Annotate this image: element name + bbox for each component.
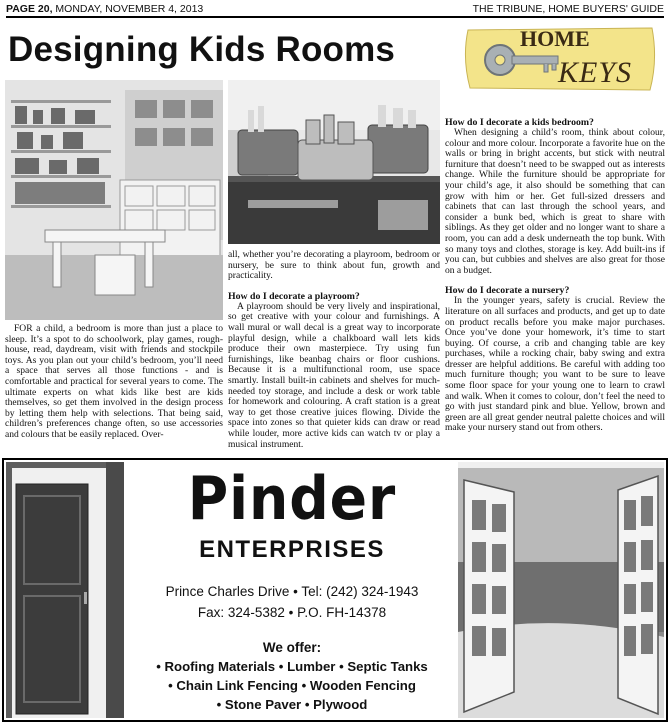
- article-headline: Designing Kids Rooms: [8, 30, 396, 69]
- bedroom-heading: How do I decorate a kids bedroom?: [445, 117, 594, 128]
- ad-offer-line: • Roofing Materials • Lumber • Septic Tanks: [156, 659, 428, 674]
- desk-supplies-photo: [228, 80, 440, 244]
- section-name: THE TRIBUNE, HOME BUYERS' GUIDE: [472, 3, 664, 15]
- nursery-body: In the younger years, safety is crucial. Review the literature on all surfaces and products, and get up to date on product recalls before you make major purchases. Once you’ve done your homework, it’s time to start buying. Of course, a crib and changing table are key purchases, while a rocking chair, baby swing and extra dresser are helpful additions. Be careful with adding too much furniture though; you want to be sure to leave some floor space for your young one to learn to crawl and walk. When it comes to colour, don’t feel the need to go with just standard pink and blue. Yellow, brown and green are all great gender neutral palette choices and will make your nursery stand out from others.: [445, 295, 665, 434]
- bedroom-body: When designing a child’s room, think about colour, colour and more colour. Incorporate a favorite hue on the walls or bring in bright accents, but stick with neutral furniture that doesn’t need to be swapped out as interests change. While the furniture should be appropriate for your child’s age, it also should be something that can grow with him or her. Get full-sized dressers and cabinets that can last through the school years, and consider a bunk bed, which is great to share with siblings. As they get older and no longer want to share a room, you can add a desk underneath the top bunk. With so many toys and clothes, storage is key. Add built-ins if you can, but cubbies and shelves are also great for those on a budget.: [445, 127, 665, 276]
- logo-keys-text: KEYS: [558, 56, 633, 89]
- ad-address-phone: Prince Charles Drive • Tel: (242) 324-1943: [165, 584, 419, 599]
- header-left: [6, 3, 203, 15]
- column-1-body: FOR a child, a bedroom is more than just a place to sleep. It’s a spot to do schoolwork, play games, rough-house, read, daydream, visit with friends and stockpile toys. As you plan out your child’s bedroom, you’ll need a space that serves all those functions - and is comfortable and practical for several years to come. The ultimate experts on what kids like best are kids themselves, so get them involved in the design process by letting them help with selections. That being said, children’s preferences change often, so use accessories and colours that be easily replaced. Over-: [5, 323, 223, 440]
- page-number: PAGE 20,: [6, 3, 53, 15]
- ad-offer-line: • Stone Paver • Plywood: [216, 697, 368, 712]
- page-header: [6, 2, 664, 18]
- ad-subtitle: ENTERPRISES: [199, 536, 385, 563]
- nursery-heading: How do I decorate a nursery?: [445, 285, 570, 297]
- column-2-intro: all, whether you’re decorating a playroom, bedroom or nursery, be sure to think about fun, growth and practicality.: [228, 249, 440, 282]
- door-image-left: [6, 462, 124, 718]
- home-keys-logo: [460, 20, 660, 96]
- ad-offer-heading: We offer:: [262, 640, 322, 655]
- article-column-1: [5, 324, 223, 441]
- ad-fax-po: Fax: 324-5382 • P.O. FH-14378: [197, 605, 387, 620]
- ad-offer-list: [124, 657, 460, 714]
- door-beach-image-right: [458, 462, 664, 718]
- issue-date: MONDAY, NOVEMBER 4, 2013: [55, 3, 204, 15]
- article-column-2: [228, 250, 440, 450]
- ad-offer-line: • Chain Link Fencing • Wooden Fencing: [168, 678, 416, 693]
- article-column-3: [445, 117, 665, 434]
- playroom-photo: [5, 80, 223, 320]
- logo-home-text: HOME: [520, 26, 590, 51]
- playroom-body: A playroom should be very lively and inspirational, so get creative with your colour and furnishings. A wall mural or wall decal is a great way to incorporate playful design, while a chalkboard wall lets kids produce their own masterpiece. Try using fun furnishings, like beanbag chairs or floor cushions. Because it is a multifunctional room, use space smartly. Install built-in cabinets and shelves for much-needed toy storage, and include a desk or work table for homework and colouring. A craft station is a great way to get those creative juices flowing. Divide the space into zones so that quieter kids can draw or read while louder, more active kids can watch tv or play a musical instrument.: [228, 300, 440, 450]
- ad-brand-name: Pinder: [187, 464, 397, 534]
- playroom-heading: How do I decorate a playroom?: [228, 290, 360, 302]
- pinder-advertisement: [2, 458, 668, 722]
